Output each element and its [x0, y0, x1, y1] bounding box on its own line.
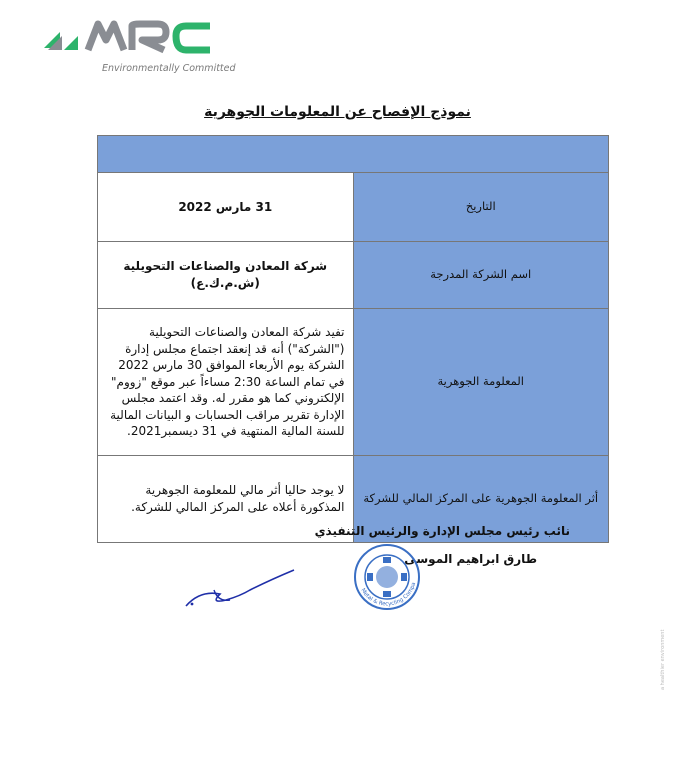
side-note: a healthier environment — [660, 629, 666, 690]
stamp-text: Metal & Recycling Compa — [359, 581, 418, 608]
financial-effect-label: أثر المعلومة الجوهرية على المركز المالي للشركة — [353, 456, 609, 543]
table-header-cell — [98, 136, 609, 173]
document-title: نموذج الإفصاح عن المعلومات الجوهرية — [204, 104, 471, 120]
material-info-label: المعلومة الجوهرية — [353, 309, 609, 456]
table-header-row — [98, 136, 609, 173]
company-value: شركة المعادن والصناعات التحويلية (ش.م.ك.ع) — [98, 242, 354, 309]
disclosure-table — [97, 135, 609, 543]
table-row — [98, 309, 609, 456]
material-info-value: تفيد شركة المعادن والصناعات التحويلية ("الشركة") أنه قد إنعقد اجتماع مجلس إدارة الشركة يوم الأربعاء الموافق 30 مارس 2022 في تمام الساعة 2:30 مساءاً عبر موقع "زووم" الإلكتروني كما هو مقرر له. وقد اعتمد مجلس الإدارة تقرير مراقب الحسابات و البيانات المالية للسنة المالية المنتهية في 31 ديسمبر2021. — [98, 309, 354, 456]
company-stamp — [345, 540, 430, 615]
date-value: 31 مارس 2022 — [98, 173, 354, 242]
signatory-title: نائب رئيس مجلس الإدارة والرئيس التنفيذي — [314, 524, 570, 538]
table-row — [98, 173, 609, 242]
company-label: اسم الشركة المدرجة — [353, 242, 609, 309]
financial-effect-value: لا يوجد حاليا أثر مالي للمعلومة الجوهرية المذكورة أعلاه على المركز المالي للشركة. — [98, 456, 354, 543]
logo-tagline: Environmentally Committed — [102, 63, 236, 74]
handwritten-signature — [180, 560, 300, 610]
table-row — [98, 242, 609, 309]
date-label: التاريخ — [353, 173, 609, 242]
signatory-name: طارق ابراهيم الموسى — [404, 552, 537, 566]
